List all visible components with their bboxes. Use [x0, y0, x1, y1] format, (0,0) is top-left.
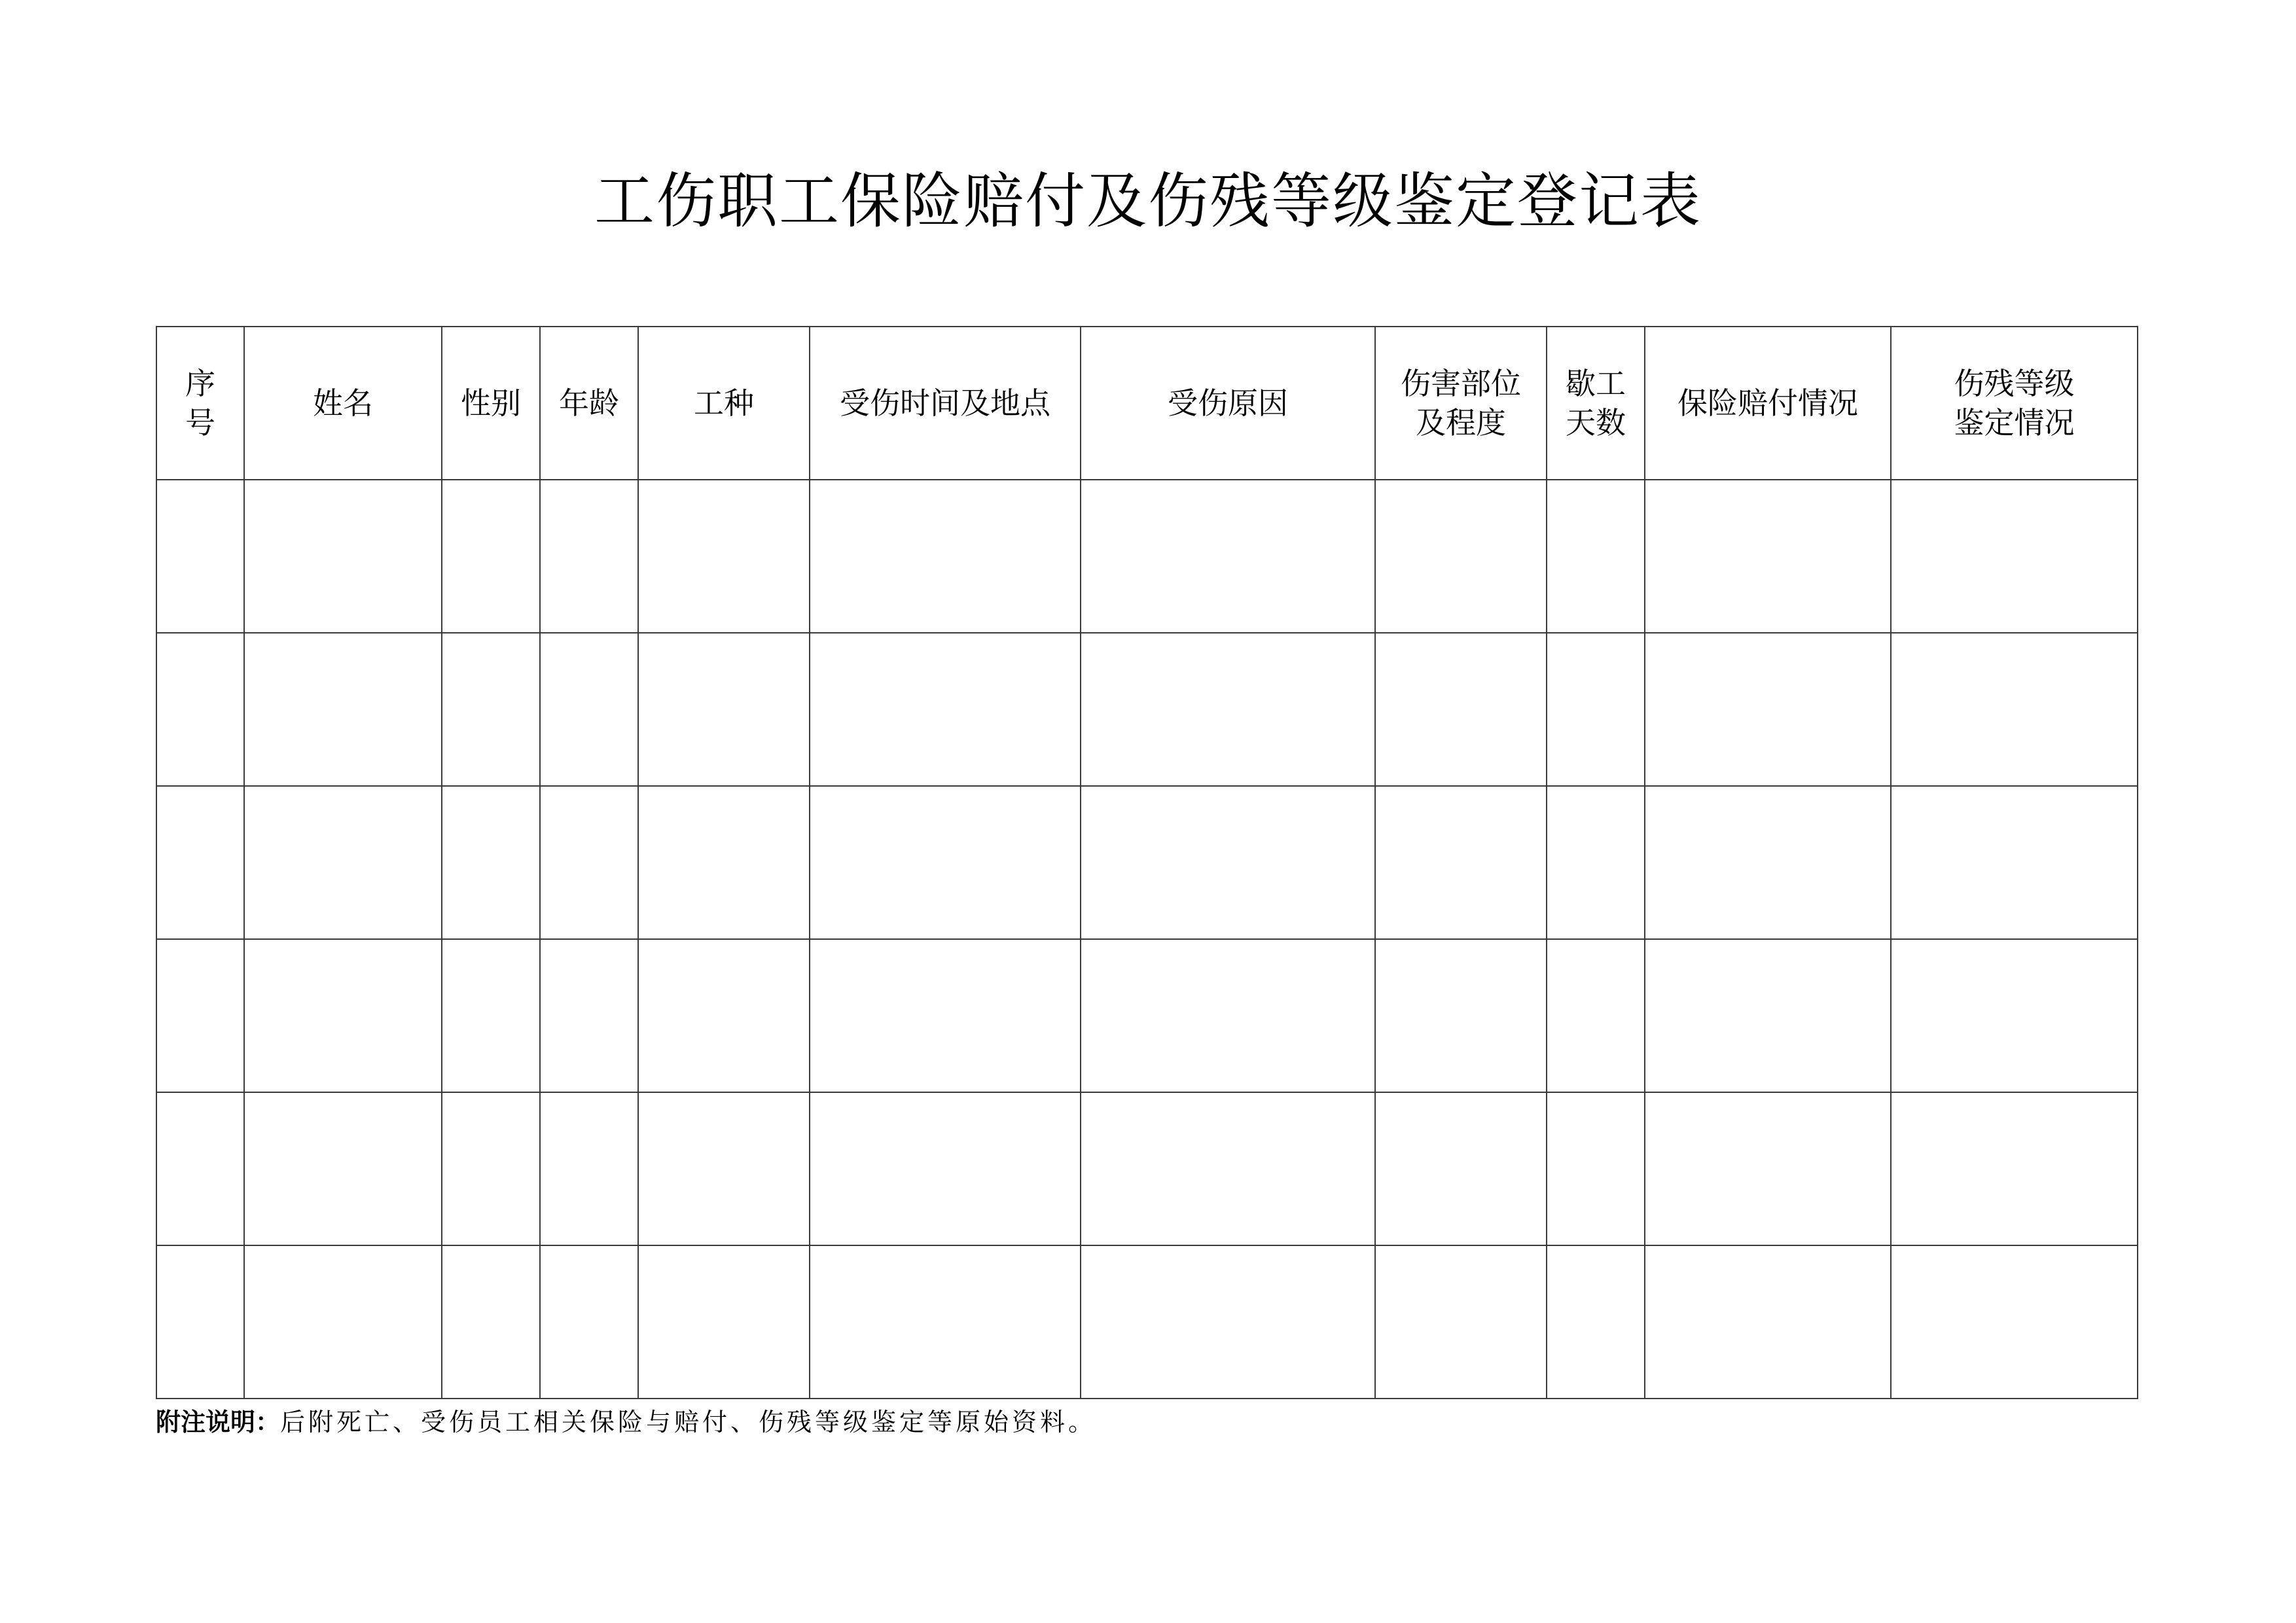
table-row [156, 786, 2138, 939]
table-cell[interactable] [540, 480, 638, 633]
table-cell[interactable] [1645, 480, 1891, 633]
table-cell[interactable] [442, 1245, 540, 1399]
table-cell[interactable] [540, 1245, 638, 1399]
table-cell[interactable] [442, 786, 540, 939]
table-cell[interactable] [1547, 633, 1645, 786]
table-cell[interactable] [1891, 786, 2138, 939]
header-name: 姓名 [244, 327, 442, 480]
table-cell[interactable] [540, 1092, 638, 1245]
header-job-type: 工种 [638, 327, 810, 480]
table-cell[interactable] [1547, 480, 1645, 633]
header-injury-cause: 受伤原因 [1081, 327, 1375, 480]
table-cell[interactable] [1081, 480, 1375, 633]
table-cell[interactable] [1081, 1245, 1375, 1399]
table-cell[interactable] [244, 1245, 442, 1399]
table-cell[interactable] [156, 786, 244, 939]
table-cell[interactable] [810, 1092, 1081, 1245]
table-cell[interactable] [244, 939, 442, 1092]
header-gender: 性别 [442, 327, 540, 480]
table-cell[interactable] [442, 1092, 540, 1245]
header-row [156, 327, 2138, 480]
table-cell[interactable] [1375, 480, 1547, 633]
table-cell[interactable] [638, 939, 810, 1092]
table-cell[interactable] [1081, 1092, 1375, 1245]
header-disability-assessment: 伤残等级 鉴定情况 [1891, 327, 2138, 480]
table-cell[interactable] [638, 1092, 810, 1245]
table-cell[interactable] [1547, 786, 1645, 939]
table-cell[interactable] [638, 786, 810, 939]
footnote-label: 附注说明： [156, 1407, 281, 1436]
table-cell[interactable] [244, 633, 442, 786]
table-cell[interactable] [810, 786, 1081, 939]
footnote-text: 后附死亡、受伤员工相关保险与赔付、伤残等级鉴定等原始资料。 [280, 1408, 1097, 1436]
table-cell[interactable] [244, 1092, 442, 1245]
header-age: 年龄 [540, 327, 638, 480]
table-row [156, 633, 2138, 786]
table-cell[interactable] [810, 939, 1081, 1092]
table-cell[interactable] [1375, 633, 1547, 786]
registration-table [156, 326, 2138, 1399]
table-cell[interactable] [442, 633, 540, 786]
table-cell[interactable] [1645, 786, 1891, 939]
table-row [156, 480, 2138, 633]
table-cell[interactable] [1375, 1245, 1547, 1399]
table-cell[interactable] [442, 939, 540, 1092]
table-cell[interactable] [638, 633, 810, 786]
footnote [156, 1406, 1096, 1438]
table-cell[interactable] [156, 1245, 244, 1399]
table-cell[interactable] [1375, 939, 1547, 1092]
table-cell[interactable] [156, 480, 244, 633]
table-cell[interactable] [244, 786, 442, 939]
table-cell[interactable] [1645, 939, 1891, 1092]
table-cell[interactable] [638, 1245, 810, 1399]
table-cell[interactable] [1081, 633, 1375, 786]
table-cell[interactable] [540, 939, 638, 1092]
table-cell[interactable] [244, 480, 442, 633]
table-cell[interactable] [540, 786, 638, 939]
table-cell[interactable] [1375, 1092, 1547, 1245]
table-cell[interactable] [1891, 1245, 2138, 1399]
table-cell[interactable] [1081, 939, 1375, 1092]
table-cell[interactable] [156, 1092, 244, 1245]
table-cell[interactable] [1645, 1245, 1891, 1399]
page-title: 工伤职工保险赔付及伤残等级鉴定登记表 [594, 166, 1702, 236]
table-row [156, 1092, 2138, 1245]
header-serial-number: 序 号 [156, 327, 244, 480]
table-cell[interactable] [1891, 480, 2138, 633]
header-days-off: 歇工 天数 [1547, 327, 1645, 480]
table-cell[interactable] [1891, 1092, 2138, 1245]
table-cell[interactable] [1375, 786, 1547, 939]
table-cell[interactable] [1547, 1245, 1645, 1399]
table-cell[interactable] [540, 633, 638, 786]
header-injury-time-place: 受伤时间及地点 [810, 327, 1081, 480]
header-injury-part-degree: 伤害部位 及程度 [1375, 327, 1547, 480]
table-cell[interactable] [638, 480, 810, 633]
table-row [156, 939, 2138, 1092]
table-cell[interactable] [1891, 939, 2138, 1092]
table-cell[interactable] [1645, 633, 1891, 786]
table-row [156, 1245, 2138, 1399]
table-cell[interactable] [156, 939, 244, 1092]
table-cell[interactable] [1081, 786, 1375, 939]
table-cell[interactable] [1547, 939, 1645, 1092]
table-cell[interactable] [810, 633, 1081, 786]
table-cell[interactable] [1547, 1092, 1645, 1245]
table-cell[interactable] [1891, 633, 2138, 786]
table-cell[interactable] [1645, 1092, 1891, 1245]
table-cell[interactable] [156, 633, 244, 786]
table-cell[interactable] [442, 480, 540, 633]
table-cell[interactable] [810, 1245, 1081, 1399]
header-insurance-payout: 保险赔付情况 [1645, 327, 1891, 480]
table-cell[interactable] [810, 480, 1081, 633]
